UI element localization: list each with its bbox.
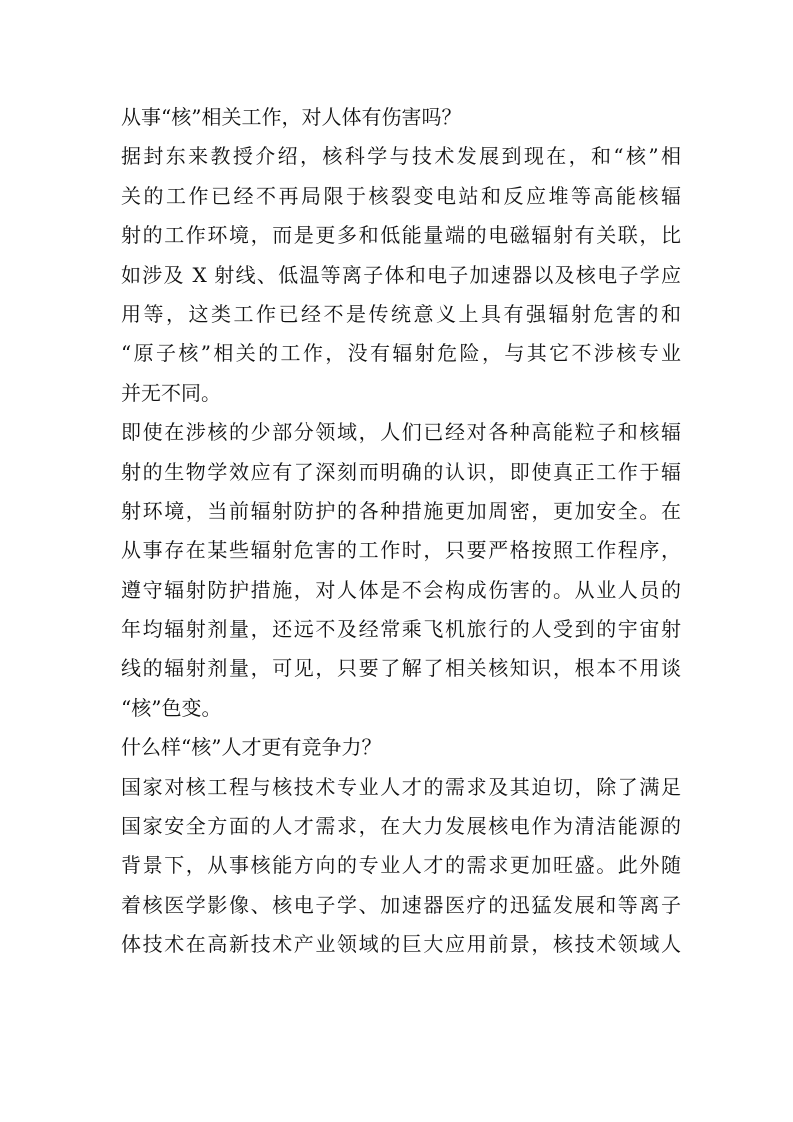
text-line: 关的工作已经不再局限于核裂变电站和反应堆等高能核辐 [121, 183, 681, 208]
document-body [121, 98, 681, 965]
text-line: 背景下，从事核能方向的专业人才的需求更加旺盛。此外随 [121, 853, 681, 878]
text-line: 遵守辐射防护措施，对人体是不会构成伤害的。从业人员的 [121, 577, 681, 602]
text-line: 体技术在高新技术产业领域的巨大应用前景，核技术领域人 [121, 932, 681, 957]
heading-line: 从事“核”相关工作，对人体有伤害吗？ [121, 105, 462, 129]
text-line: 并无不同。 [121, 380, 221, 405]
text-line: “核”色变。 [121, 695, 222, 720]
text-line: 射的生物学效应有了深刻而明确的认识，即使真正工作于辐 [121, 459, 681, 484]
text-line: 用等，这类工作已经不是传统意义上具有强辐射危害的和 [121, 301, 681, 326]
text-line: 如涉及 X 射线、低温等离子体和电子加速器以及核电子学应 [121, 262, 681, 287]
text-line: 国家安全方面的人才需求，在大力发展核电作为清洁能源的 [121, 814, 681, 839]
text-line: 射的工作环境，而是更多和低能量端的电磁辐射有关联，比 [121, 223, 681, 248]
text-line: “原子核”相关的工作，没有辐射危险，与其它不涉核专业 [121, 341, 681, 366]
text-line: 线的辐射剂量，可见，只要了解了相关核知识，根本不用谈 [121, 656, 681, 681]
text-line: 即使在涉核的少部分领域，人们已经对各种高能粒子和核辐 [121, 420, 681, 445]
heading-line: 什么样“核”人才更有竞争力？ [121, 735, 382, 760]
text-line: 从事存在某些辐射危害的工作时，只要严格按照工作程序， [121, 538, 681, 563]
text-line: 据封东来教授介绍，核科学与技术发展到现在，和“核”相 [121, 144, 681, 169]
text-line: 年均辐射剂量，还远不及经常乘飞机旅行的人受到的宇宙射 [121, 617, 681, 642]
text-line: 着核医学影像、核电子学、加速器医疗的迅猛发展和等离子 [121, 892, 681, 917]
text-line: 国家对核工程与核技术专业人才的需求及其迫切，除了满足 [121, 774, 681, 799]
text-line: 射环境，当前辐射防护的各种措施更加周密，更加安全。在 [121, 498, 681, 523]
